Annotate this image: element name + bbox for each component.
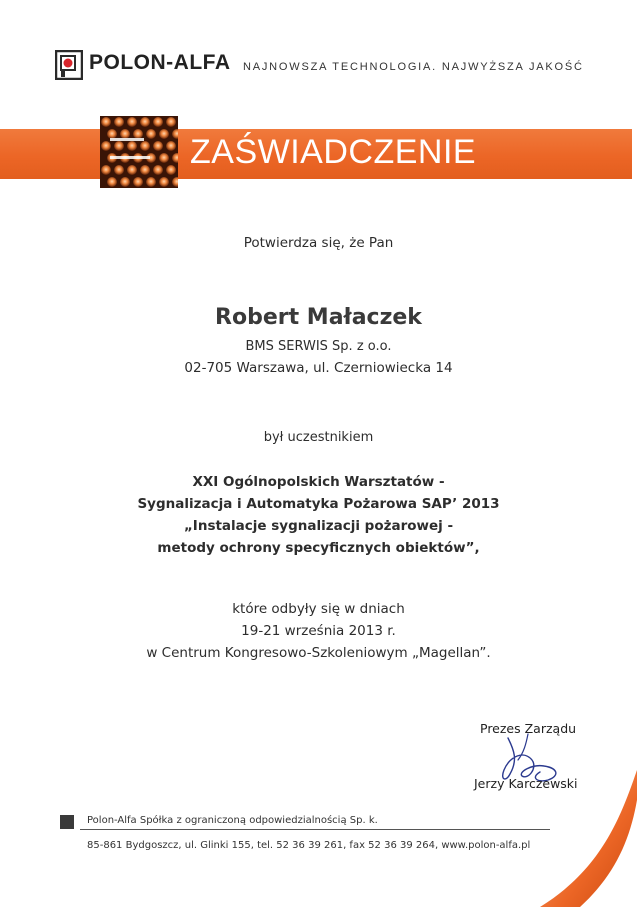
held-line: w Centrum Kongresowo-Szkoleniowym „Magellan”.: [146, 645, 491, 661]
footer-divider: [80, 829, 550, 830]
decorative-swoosh: [520, 760, 637, 907]
banner-pattern-image: [100, 116, 178, 188]
footer-marker: [60, 815, 74, 829]
event-line: „Instalacje sygnalizacji pożarowej -: [183, 518, 454, 534]
recipient-company: BMS SERWIS Sp. z o.o.: [245, 339, 392, 354]
participation-text: był uczestnikiem: [263, 430, 374, 445]
held-line: które odbyły się w dniach: [232, 601, 405, 617]
event-line: metody ochrony specyficznych obiektów”,: [157, 540, 480, 556]
event-line: XXI Ogólnopolskich Warsztatów -: [192, 474, 445, 490]
event-line: Sygnalizacja i Automatyka Pożarowa SAP’ 2013: [137, 496, 500, 512]
footer-company-name: Polon-Alfa Spółka z ograniczoną odpowiedzialnością Sp. k.: [87, 815, 378, 826]
signatory-name: Jerzy Karczewski: [474, 776, 578, 791]
document-title: ZAŚWIADCZENIE: [190, 133, 477, 171]
logo-wordmark: POLON-ALFA: [89, 51, 231, 74]
signatory-title: Prezes Zarządu: [480, 721, 577, 736]
intro-text: Potwierdza się, że Pan: [243, 235, 394, 251]
logo-mark-icon: [55, 50, 83, 80]
recipient-address: 02-705 Warszawa, ul. Czerniowiecka 14: [184, 360, 453, 376]
footer-contact: 85-861 Bydgoszcz, ul. Glinki 155, tel. 52 36 39 261, fax 52 36 39 264, www.polon-alfa.pl: [87, 840, 531, 851]
company-slogan: NAJNOWSZA TECHNOLOGIA. NAJWYŻSZA JAKOŚĆ: [243, 61, 584, 73]
held-line: 19-21 września 2013 r.: [241, 623, 396, 639]
recipient-name: Robert Małaczek: [215, 305, 422, 330]
company-logo: [55, 50, 235, 82]
